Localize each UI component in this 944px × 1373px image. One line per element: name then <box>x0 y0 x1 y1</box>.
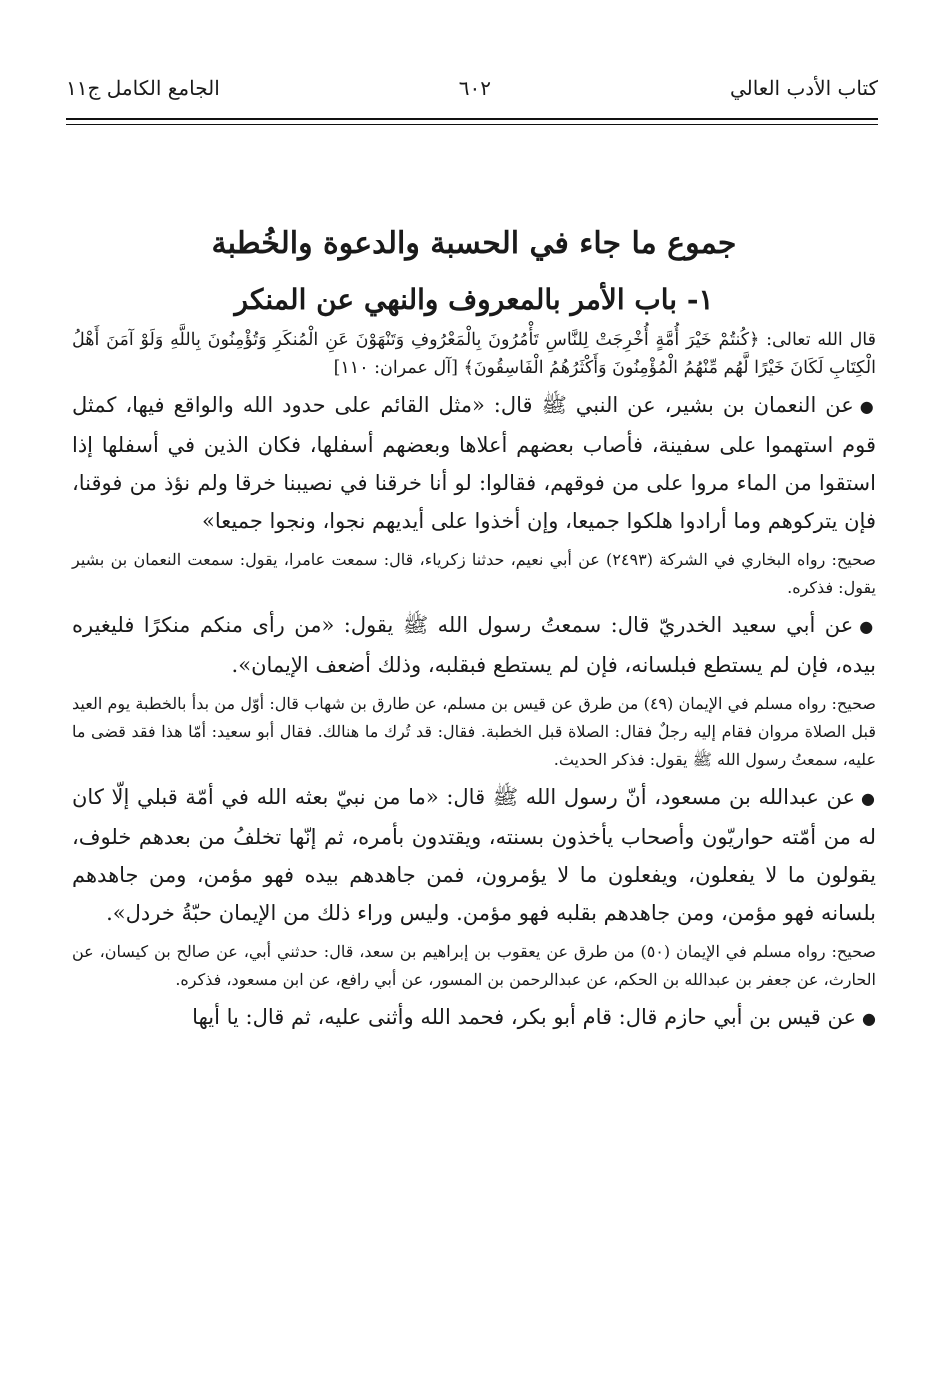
hadith-takhrij: صحيح: رواه مسلم في الإيمان (٤٩) من طرق عن قيس بن مسلم، عن طارق بن شهاب قال: أوّل من بدأ بالخطبة يوم العيد قبل الصلاة مروان فقام إليه رجلٌ فقال: الصلاة قبل الخطبة. فقال: قد تُرك ما هنالك. فقال أبو سعيد: أمّا هذا فقد قضى ما عليه، سمعتُ رسول الله ﷺ يقول: فذكر الحديث. <box>72 694 876 769</box>
hadith-text: عن أبي سعيد الخدريّ قال: سمعتُ رسول الله ﷺ يقول: «من رأى منكم منكرًا فليغيره بيده، فإن لم يستطع فبلسانه، فإن لم يستطع فبقلبه، وذلك أضعف الإيمان». <box>72 613 876 677</box>
bullet-icon: ● <box>861 789 876 808</box>
hadith-takhrij: صحيح: رواه البخاري في الشركة (٢٤٩٣) عن أبي نعيم، حدثنا زكرياء، قال: سمعت عامرا، يقول: سمعت النعمان بن بشير يقول: فذكره. <box>72 550 876 597</box>
hadith-paragraph <box>72 386 876 540</box>
hadith-text: عن النعمان بن بشير، عن النبي ﷺ قال: «مثل القائم على حدود الله والواقع فيها، كمثل قوم استهموا على سفينة، فأصاب بعضهم أعلاها وبعضهم أسفلها، فكان الذين في أسفلها إذا استقوا من الماء مروا على من فوقهم، فقالوا: لو أنا خرقنا في نصيبنا خرقا ولم نؤذ من فوقنا، فإن يتركوهم وما أرادوا هلكوا جميعا، وإن أخذوا على أيديهم نجوا، ونجوا جميعا» <box>72 393 876 533</box>
bullet-icon: ● <box>862 1009 876 1028</box>
page-body <box>72 222 876 1038</box>
hadith-paragraph <box>72 778 876 932</box>
chapter-title: ١- باب الأمر بالمعروف والنهي عن المنكر <box>234 283 714 316</box>
header-rule-thick <box>66 118 878 120</box>
hadith-paragraph <box>72 606 876 684</box>
page-number: ٦٠٢ <box>458 76 491 100</box>
book-title: كتاب الأدب العالي <box>729 76 878 100</box>
bullet-icon: ● <box>859 617 876 636</box>
bullet-icon: ● <box>859 397 876 416</box>
hadith-text: عن قيس بن أبي حازم قال: قام أبو بكر، فحمد الله وأثنى عليه، ثم قال: يا أيها <box>192 1005 857 1029</box>
hadith-takhrij: صحيح: رواه مسلم في الإيمان (٥٠) من طرق عن يعقوب بن إبراهيم بن سعد، قال: حدثني أبي، عن صالح بن كيسان، عن الحارث، عن جعفر بن عبدالله بن الحكم، عن عبدالرحمن بن المسور، عن أبي رافع، عن ابن مسعود، فذكره. <box>72 942 876 989</box>
hadith-text: عن عبدالله بن مسعود، أنّ رسول الله ﷺ قال: «ما من نبيّ بعثه الله في أمّة قبلي إلّا كان له من أمّته حواريّون وأصحاب يأخذون بسنته، ويقتدون بأمره، ثم إنّها تخلفُ من بعدهم خلوف، يقولون ما لا يفعلون، ويفعلون ما لا يؤمرون، فمن جاهدهم بيده فهو مؤمن، ومن جاهدهم بلسانه فهو مؤمن، ومن جاهدهم بقلبه فهو مؤمن. وليس وراء ذلك من الإيمان حبّةُ خردل». <box>72 785 876 925</box>
collection-title: الجامع الكامل ج١١ <box>66 76 220 100</box>
running-header <box>66 70 878 106</box>
hadith-paragraph <box>72 998 876 1038</box>
quran-verse: قال الله تعالى: ﴿كُنتُمْ خَيْرَ أُمَّةٍ أُخْرِجَتْ لِلنَّاسِ تَأْمُرُونَ بِالْمَعْرُوفِ وَتَنْهَوْنَ عَنِ الْمُنكَرِ وَتُؤْمِنُونَ بِاللَّهِ وَلَوْ آمَنَ أَهْلُ الْكِتَابِ لَكَانَ خَيْرًا لَّهُم مِّنْهُمُ الْمُؤْمِنُونَ وَأَكْثَرُهُمُ الْفَاسِقُونَ﴾ [آل عمران: ١١٠] <box>72 330 876 378</box>
main-title: جموع ما جاء في الحسبة والدعوة والخُطبة <box>211 226 737 261</box>
header-rule-thin <box>66 124 878 125</box>
